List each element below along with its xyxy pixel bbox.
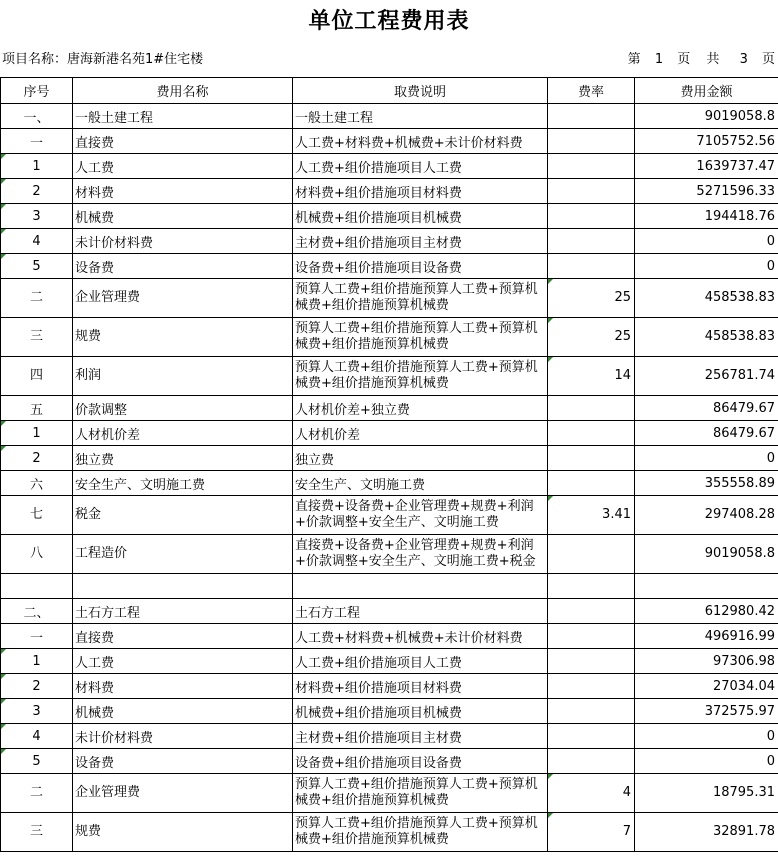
cell-amount: 86479.67 bbox=[635, 396, 778, 421]
cell-rate bbox=[548, 396, 635, 421]
cell-desc: 主材费+组价措施项目主材费 bbox=[293, 229, 548, 254]
meta-bar bbox=[0, 48, 778, 68]
cell-amount: 256781.74 bbox=[635, 357, 778, 396]
cell-amount: 612980.42 bbox=[635, 599, 778, 624]
cell-name: 规费 bbox=[73, 318, 293, 357]
cell-rate bbox=[548, 749, 635, 774]
cell-amount: 5271596.33 bbox=[635, 179, 778, 204]
cell-rate: 3.41 bbox=[548, 496, 635, 535]
cell-no: 一 bbox=[1, 624, 73, 649]
table-row bbox=[1, 421, 778, 446]
cell-name: 利润 bbox=[73, 357, 293, 396]
cell-rate: 25 bbox=[548, 279, 635, 318]
cell-no: 八 bbox=[1, 535, 73, 574]
cell-no: 四 bbox=[1, 357, 73, 396]
header-desc: 取费说明 bbox=[293, 78, 548, 104]
cell-no: 5 bbox=[1, 254, 73, 279]
cell-desc: 直接费+设备费+企业管理费+规费+利润+价款调整+安全生产、文明施工费+税金 bbox=[293, 535, 548, 574]
cell-amount bbox=[635, 574, 778, 599]
cell-desc: 人工费+组价措施项目人工费 bbox=[293, 154, 548, 179]
cell-rate bbox=[548, 599, 635, 624]
cell-no: 七 bbox=[1, 496, 73, 535]
cell-name: 人材机价差 bbox=[73, 421, 293, 446]
cell-rate bbox=[548, 574, 635, 599]
cell-amount: 0 bbox=[635, 749, 778, 774]
cell-name: 人工费 bbox=[73, 649, 293, 674]
cell-rate bbox=[548, 179, 635, 204]
cell-name: 未计价材料费 bbox=[73, 229, 293, 254]
header-no: 序号 bbox=[1, 78, 73, 104]
cell-rate: 14 bbox=[548, 357, 635, 396]
cell-no: 二、 bbox=[1, 599, 73, 624]
cell-desc: 设备费+组价措施项目设备费 bbox=[293, 254, 548, 279]
cell-amount: 297408.28 bbox=[635, 496, 778, 535]
cell-desc: 预算人工费+组价措施预算人工费+预算机械费+组价措施预算机械费 bbox=[293, 318, 548, 357]
table-row bbox=[1, 357, 778, 396]
cell-desc: 主材费+组价措施项目主材费 bbox=[293, 724, 548, 749]
cell-desc: 设备费+组价措施项目设备费 bbox=[293, 749, 548, 774]
table-row bbox=[1, 204, 778, 229]
cell-desc: 材料费+组价措施项目材料费 bbox=[293, 674, 548, 699]
cell-name: 工程造价 bbox=[73, 535, 293, 574]
table-row bbox=[1, 318, 778, 357]
cell-no: 三 bbox=[1, 813, 73, 852]
table-row bbox=[1, 724, 778, 749]
cell-name: 机械费 bbox=[73, 699, 293, 724]
header-rate: 费率 bbox=[548, 78, 635, 104]
cell-amount: 0 bbox=[635, 254, 778, 279]
table-row bbox=[1, 535, 778, 574]
header-name: 费用名称 bbox=[73, 78, 293, 104]
cell-no: 一、 bbox=[1, 104, 73, 129]
cell-name: 价款调整 bbox=[73, 396, 293, 421]
cell-rate: 7 bbox=[548, 813, 635, 852]
cell-desc: 预算人工费+组价措施预算人工费+预算机械费+组价措施预算机械费 bbox=[293, 357, 548, 396]
cell-desc bbox=[293, 574, 548, 599]
cell-desc: 安全生产、文明施工费 bbox=[293, 471, 548, 496]
project-name: 项目名称：唐海新港名苑1#住宅楼 bbox=[2, 52, 204, 67]
cell-amount: 194418.76 bbox=[635, 204, 778, 229]
cell-name: 企业管理费 bbox=[73, 279, 293, 318]
table-row bbox=[1, 649, 778, 674]
table-row bbox=[1, 774, 778, 813]
cell-no: 二 bbox=[1, 279, 73, 318]
cell-amount: 9019058.8 bbox=[635, 535, 778, 574]
cell-name: 规费 bbox=[73, 813, 293, 852]
cell-rate bbox=[548, 421, 635, 446]
cell-name: 企业管理费 bbox=[73, 774, 293, 813]
cell-desc: 直接费+设备费+企业管理费+规费+利润+价款调整+安全生产、文明施工费 bbox=[293, 496, 548, 535]
cell-desc: 人材机价差 bbox=[293, 421, 548, 446]
cell-no: 2 bbox=[1, 179, 73, 204]
table-row bbox=[1, 254, 778, 279]
cell-rate bbox=[548, 724, 635, 749]
cell-rate: 25 bbox=[548, 318, 635, 357]
cell-rate bbox=[548, 129, 635, 154]
cell-desc: 人工费+材料费+机械费+未计价材料费 bbox=[293, 129, 548, 154]
cell-no: 5 bbox=[1, 749, 73, 774]
page-title: 单位工程费用表 bbox=[308, 8, 470, 34]
cell-amount: 0 bbox=[635, 229, 778, 254]
cell-desc: 预算人工费+组价措施预算人工费+预算机械费+组价措施预算机械费 bbox=[293, 813, 548, 852]
cell-name: 材料费 bbox=[73, 179, 293, 204]
cell-no: 4 bbox=[1, 724, 73, 749]
cell-no: 五 bbox=[1, 396, 73, 421]
cell-rate bbox=[548, 154, 635, 179]
cell-desc: 预算人工费+组价措施预算人工费+预算机械费+组价措施预算机械费 bbox=[293, 279, 548, 318]
cell-name: 设备费 bbox=[73, 254, 293, 279]
table-row bbox=[1, 179, 778, 204]
cell-rate bbox=[548, 535, 635, 574]
header-amount: 费用金额 bbox=[635, 78, 778, 104]
page-mid2: 共 bbox=[706, 52, 721, 67]
cell-no: 一 bbox=[1, 129, 73, 154]
cell-name: 安全生产、文明施工费 bbox=[73, 471, 293, 496]
table-row bbox=[1, 471, 778, 496]
table-row bbox=[1, 624, 778, 649]
cell-amount: 355558.89 bbox=[635, 471, 778, 496]
cell-amount: 7105752.56 bbox=[635, 129, 778, 154]
table-row bbox=[1, 574, 778, 599]
table-row bbox=[1, 229, 778, 254]
table-row bbox=[1, 129, 778, 154]
cell-name: 一般土建工程 bbox=[73, 104, 293, 129]
table-row bbox=[1, 749, 778, 774]
cell-rate bbox=[548, 446, 635, 471]
cell-amount: 9019058.8 bbox=[635, 104, 778, 129]
cell-amount: 372575.97 bbox=[635, 699, 778, 724]
cell-rate bbox=[548, 229, 635, 254]
cell-name: 直接费 bbox=[73, 624, 293, 649]
cell-desc: 材料费+组价措施项目材料费 bbox=[293, 179, 548, 204]
cell-name: 土石方工程 bbox=[73, 599, 293, 624]
cell-no: 三 bbox=[1, 318, 73, 357]
cell-amount: 86479.67 bbox=[635, 421, 778, 446]
page-mid1: 页 bbox=[677, 52, 692, 67]
cell-rate bbox=[548, 624, 635, 649]
cell-rate bbox=[548, 254, 635, 279]
cell-desc: 一般土建工程 bbox=[293, 104, 548, 129]
cost-table bbox=[0, 77, 778, 852]
cell-rate bbox=[548, 471, 635, 496]
cell-amount: 458538.83 bbox=[635, 279, 778, 318]
page-indicator bbox=[628, 48, 776, 67]
cell-desc: 独立费 bbox=[293, 446, 548, 471]
cell-desc: 人工费+组价措施项目人工费 bbox=[293, 649, 548, 674]
cell-rate: 4 bbox=[548, 774, 635, 813]
table-row bbox=[1, 154, 778, 179]
cell-desc: 机械费+组价措施项目机械费 bbox=[293, 204, 548, 229]
cell-no: 3 bbox=[1, 204, 73, 229]
cell-amount: 0 bbox=[635, 446, 778, 471]
cell-desc: 人材机价差+独立费 bbox=[293, 396, 548, 421]
cell-no: 2 bbox=[1, 674, 73, 699]
cell-name: 独立费 bbox=[73, 446, 293, 471]
table-row bbox=[1, 813, 778, 852]
cell-no: 二 bbox=[1, 774, 73, 813]
cell-desc: 机械费+组价措施项目机械费 bbox=[293, 699, 548, 724]
cell-no: 3 bbox=[1, 699, 73, 724]
table-row bbox=[1, 396, 778, 421]
page-current: 1 bbox=[654, 52, 665, 67]
cell-rate bbox=[548, 204, 635, 229]
cell-rate bbox=[548, 674, 635, 699]
cell-name: 机械费 bbox=[73, 204, 293, 229]
cell-amount: 458538.83 bbox=[635, 318, 778, 357]
table-row bbox=[1, 279, 778, 318]
cell-no: 1 bbox=[1, 154, 73, 179]
table-row bbox=[1, 104, 778, 129]
cell-name: 未计价材料费 bbox=[73, 724, 293, 749]
table-row bbox=[1, 446, 778, 471]
cell-name: 材料费 bbox=[73, 674, 293, 699]
cell-no: 2 bbox=[1, 446, 73, 471]
cell-name bbox=[73, 574, 293, 599]
cell-name: 直接费 bbox=[73, 129, 293, 154]
table-row bbox=[1, 674, 778, 699]
cell-amount: 18795.31 bbox=[635, 774, 778, 813]
cell-no bbox=[1, 574, 73, 599]
page-post: 页 bbox=[761, 52, 776, 67]
cell-no: 4 bbox=[1, 229, 73, 254]
cell-amount: 27034.04 bbox=[635, 674, 778, 699]
page-total: 3 bbox=[739, 52, 749, 67]
cell-name: 税金 bbox=[73, 496, 293, 535]
cell-name: 人工费 bbox=[73, 154, 293, 179]
cell-rate bbox=[548, 104, 635, 129]
cell-desc: 土石方工程 bbox=[293, 599, 548, 624]
table-header-row bbox=[1, 78, 778, 104]
cell-amount: 0 bbox=[635, 724, 778, 749]
cell-no: 1 bbox=[1, 421, 73, 446]
cell-no: 1 bbox=[1, 649, 73, 674]
table-row bbox=[1, 599, 778, 624]
table-row bbox=[1, 699, 778, 724]
cell-amount: 97306.98 bbox=[635, 649, 778, 674]
table-body bbox=[1, 104, 778, 852]
cell-desc: 预算人工费+组价措施预算人工费+预算机械费+组价措施预算机械费 bbox=[293, 774, 548, 813]
cell-amount: 32891.78 bbox=[635, 813, 778, 852]
table-row bbox=[1, 496, 778, 535]
cell-no: 六 bbox=[1, 471, 73, 496]
cell-name: 设备费 bbox=[73, 749, 293, 774]
page-pre: 第 bbox=[627, 52, 642, 67]
cell-amount: 496916.99 bbox=[635, 624, 778, 649]
cell-rate bbox=[548, 649, 635, 674]
cell-desc: 人工费+材料费+机械费+未计价材料费 bbox=[293, 624, 548, 649]
cell-rate bbox=[548, 699, 635, 724]
cell-amount: 1639737.47 bbox=[635, 154, 778, 179]
